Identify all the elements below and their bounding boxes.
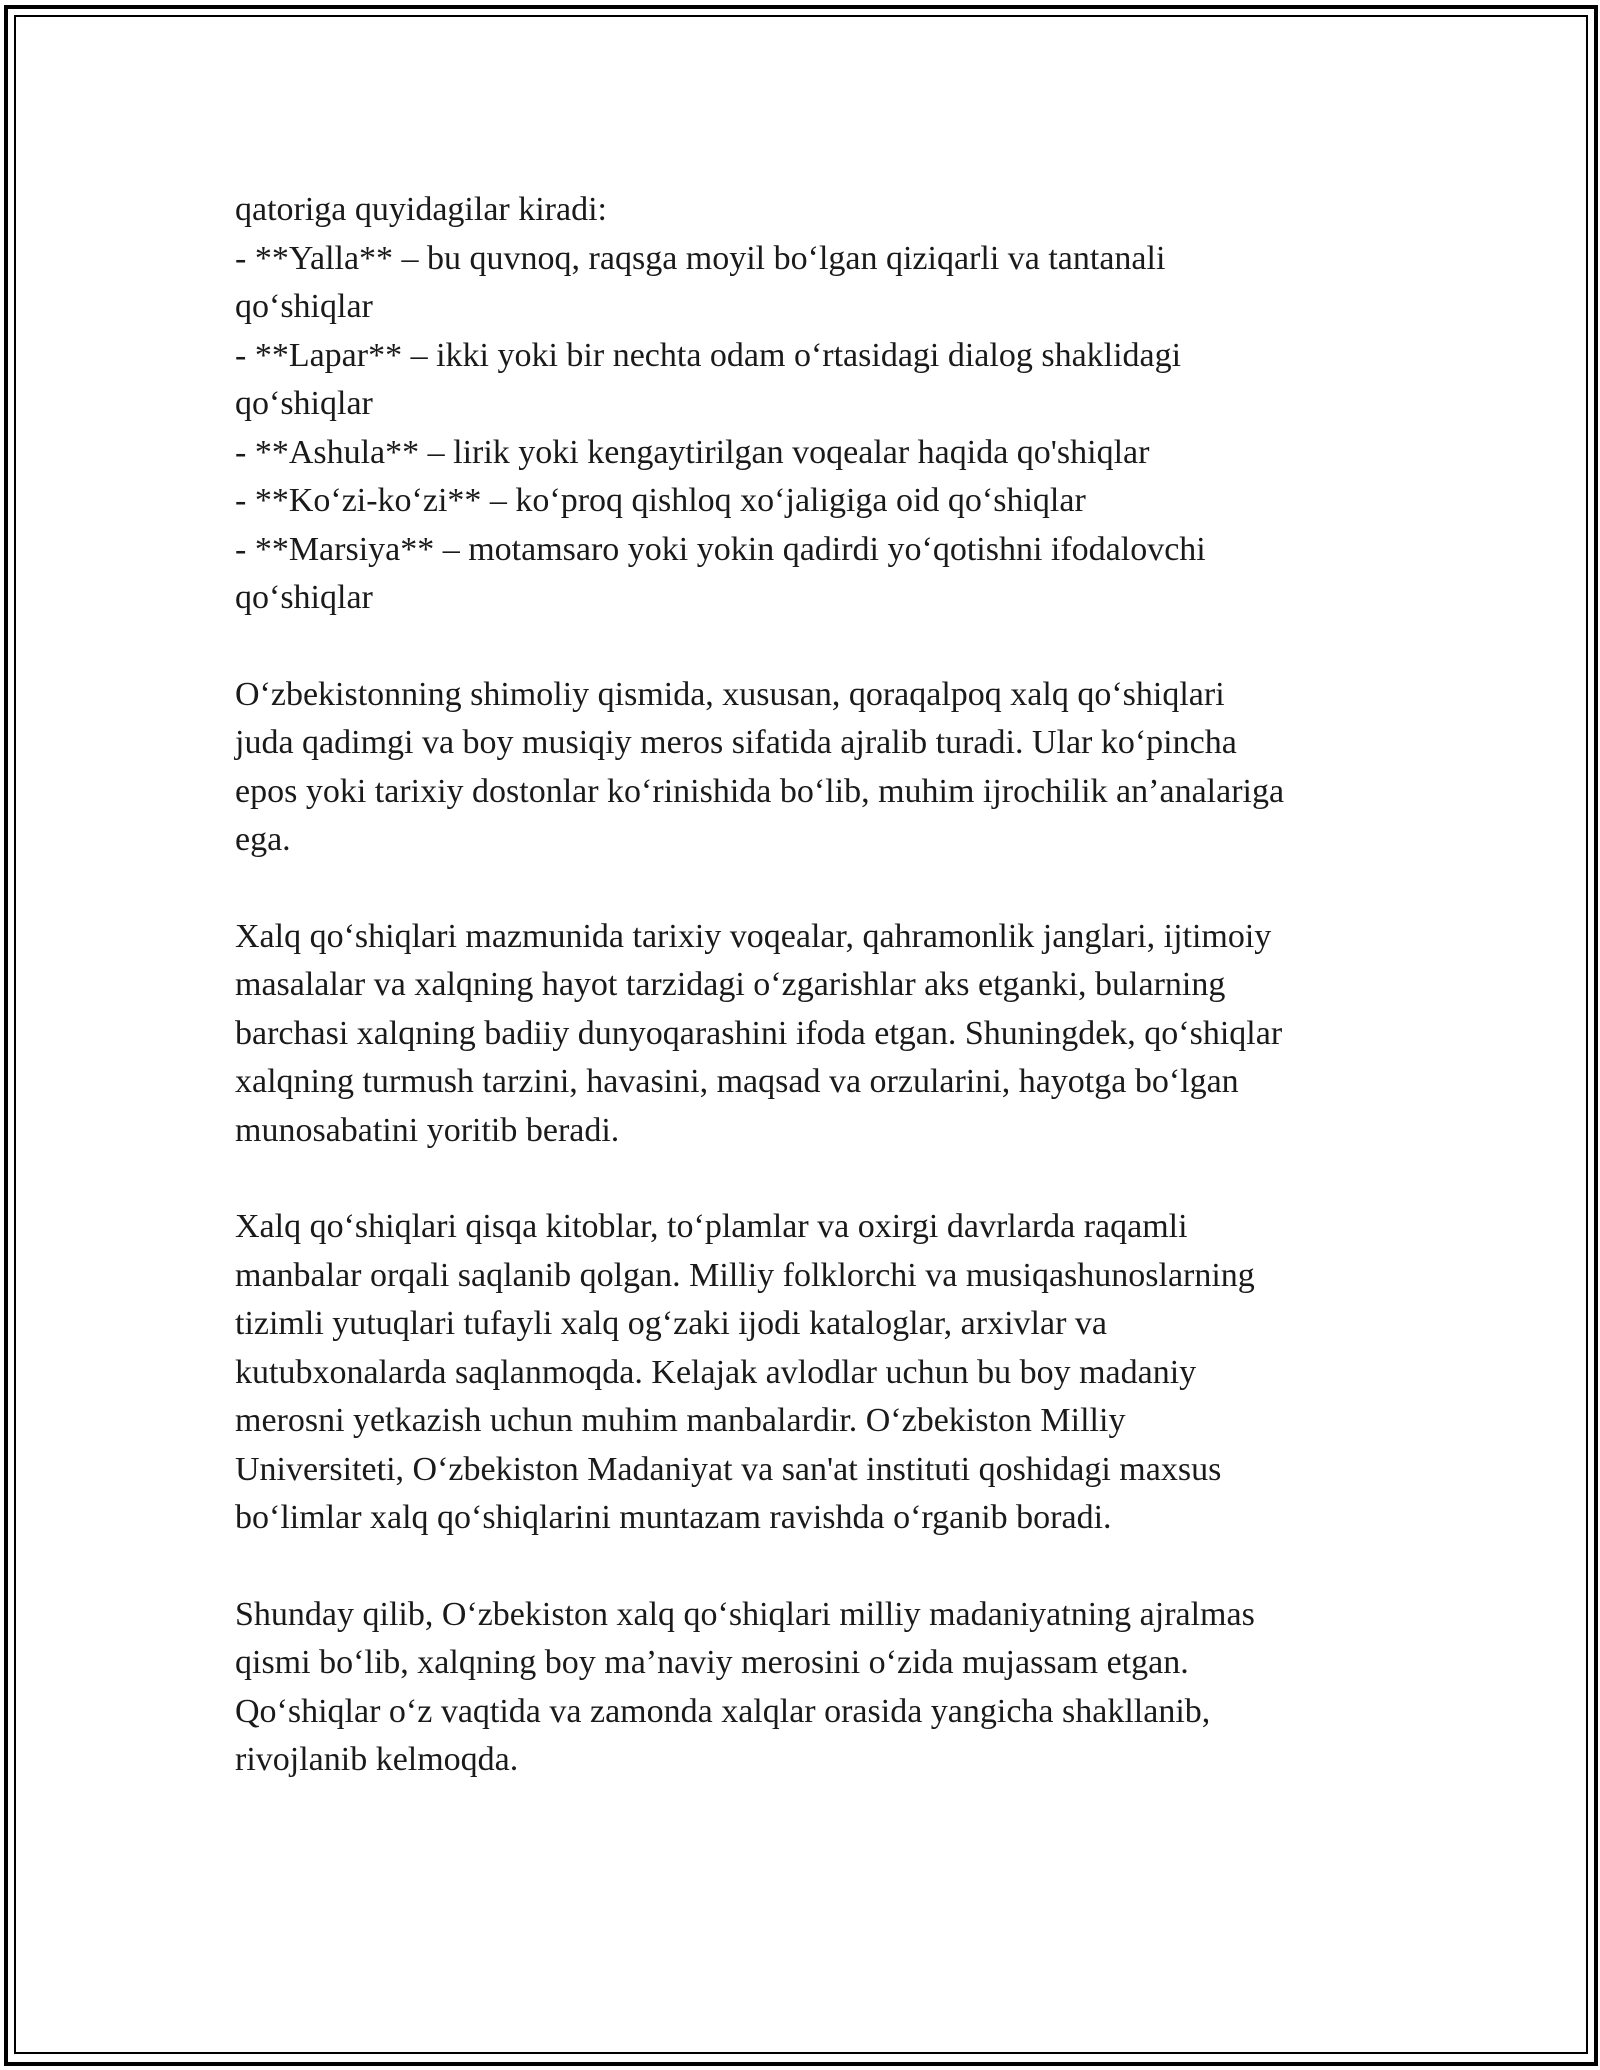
list-intro-line: qatoriga quyidagilar kiradi:: [235, 191, 607, 228]
paragraph-preservation: [235, 1203, 1395, 1543]
paragraph-conclusion: [235, 1591, 1395, 1785]
paragraph-line: merosni yetkazish uchun muhim manbalardir. O‘zbekiston Milliy: [235, 1402, 1126, 1439]
paragraph-line: ega.: [235, 821, 291, 858]
paragraph-line: juda qadimgi va boy musiqiy meros sifatida ajralib turadi. Ular ko‘pincha: [235, 724, 1237, 761]
paragraph-line: Xalq qo‘shiqlari mazmunida tarixiy voqealar, qahramonlik janglari, ijtimoiy: [235, 917, 1272, 955]
list-item-yalla-cont: qo‘shiqlar: [235, 288, 373, 325]
paragraph-song-content: [235, 913, 1395, 1156]
paragraph-line: Universiteti, O‘zbekiston Madaniyat va san'at instituti qoshidagi maxsus: [235, 1450, 1222, 1488]
song-types-list: [235, 186, 1395, 623]
paragraph-line: xalqning turmush tarzini, havasini, maqsad va orzularini, hayotga bo‘lgan: [235, 1063, 1239, 1100]
list-item-ashula: - **Ashula** – lirik yoki kengaytirilgan voqealar haqida qo'shiqlar: [235, 433, 1150, 471]
paragraph-line: tizimli yutuqlari tufayli xalq og‘zaki ijodi kataloglar, arxivlar va: [235, 1305, 1107, 1342]
paragraph-line: munosabatini yoritib beradi.: [235, 1111, 620, 1149]
paragraph-line: masalalar va xalqning hayot tarzidagi o‘zgarishlar aks etganki, bularning: [235, 966, 1226, 1003]
list-item-yalla: - **Yalla** – bu quvnoq, raqsga moyil bo‘lgan qiziqarli va tantanali: [235, 239, 1166, 277]
paragraph-line: bo‘limlar xalq qo‘shiqlarini muntazam ravishda o‘rganib boradi.: [235, 1499, 1112, 1536]
paragraph-line: barchasi xalqning badiiy dunyoqarashini ifoda etgan. Shuningdek, qo‘shiqlar: [235, 1014, 1283, 1052]
paragraph-line: manbalar orqali saqlanib qolgan. Milliy folklorchi va musiqashunoslarning: [235, 1256, 1255, 1294]
list-item-marsiya: - **Marsiya** – motamsaro yoki yokin qadirdi yo‘qotishni ifodalovchi: [235, 530, 1206, 568]
list-item-kozi-kozi: - **Ko‘zi-ko‘zi** – ko‘proq qishloq xo‘jaligiga oid qo‘shiqlar: [235, 482, 1086, 519]
document-body: [235, 186, 1395, 1785]
paragraph-line: rivojlanib kelmoqda.: [235, 1741, 519, 1778]
paragraph-karakalpak-songs: [235, 671, 1395, 865]
paragraph-line: kutubxonalarda saqlanmoqda. Kelajak avlodlar uchun bu boy madaniy: [235, 1353, 1197, 1391]
paragraph-line: O‘zbekistonning shimoliy qismida, xususan, qoraqalpoq xalq qo‘shiqlari: [235, 675, 1225, 713]
paragraph-line: Shunday qilib, O‘zbekiston xalq qo‘shiqlari milliy madaniyatning ajralmas: [235, 1595, 1255, 1633]
list-item-lapar: - **Lapar** – ikki yoki bir nechta odam o‘rtasidagi dialog shaklidagi: [235, 336, 1182, 374]
paragraph-line: qismi bo‘lib, xalqning boy ma’naviy merosini o‘zida mujassam etgan.: [235, 1644, 1189, 1681]
paragraph-line: epos yoki tarixiy dostonlar ko‘rinishida bo‘lib, muhim ijrochilik an’analariga: [235, 772, 1285, 810]
list-item-lapar-cont: qo‘shiqlar: [235, 385, 373, 422]
paragraph-line: Xalq qo‘shiqlari qisqa kitoblar, to‘plamlar va oxirgi davrlarda raqamli: [235, 1208, 1188, 1245]
paragraph-line: Qo‘shiqlar o‘z vaqtida va zamonda xalqlar orasida yangicha shakllanib,: [235, 1692, 1211, 1730]
list-item-marsiya-cont: qo‘shiqlar: [235, 579, 373, 616]
